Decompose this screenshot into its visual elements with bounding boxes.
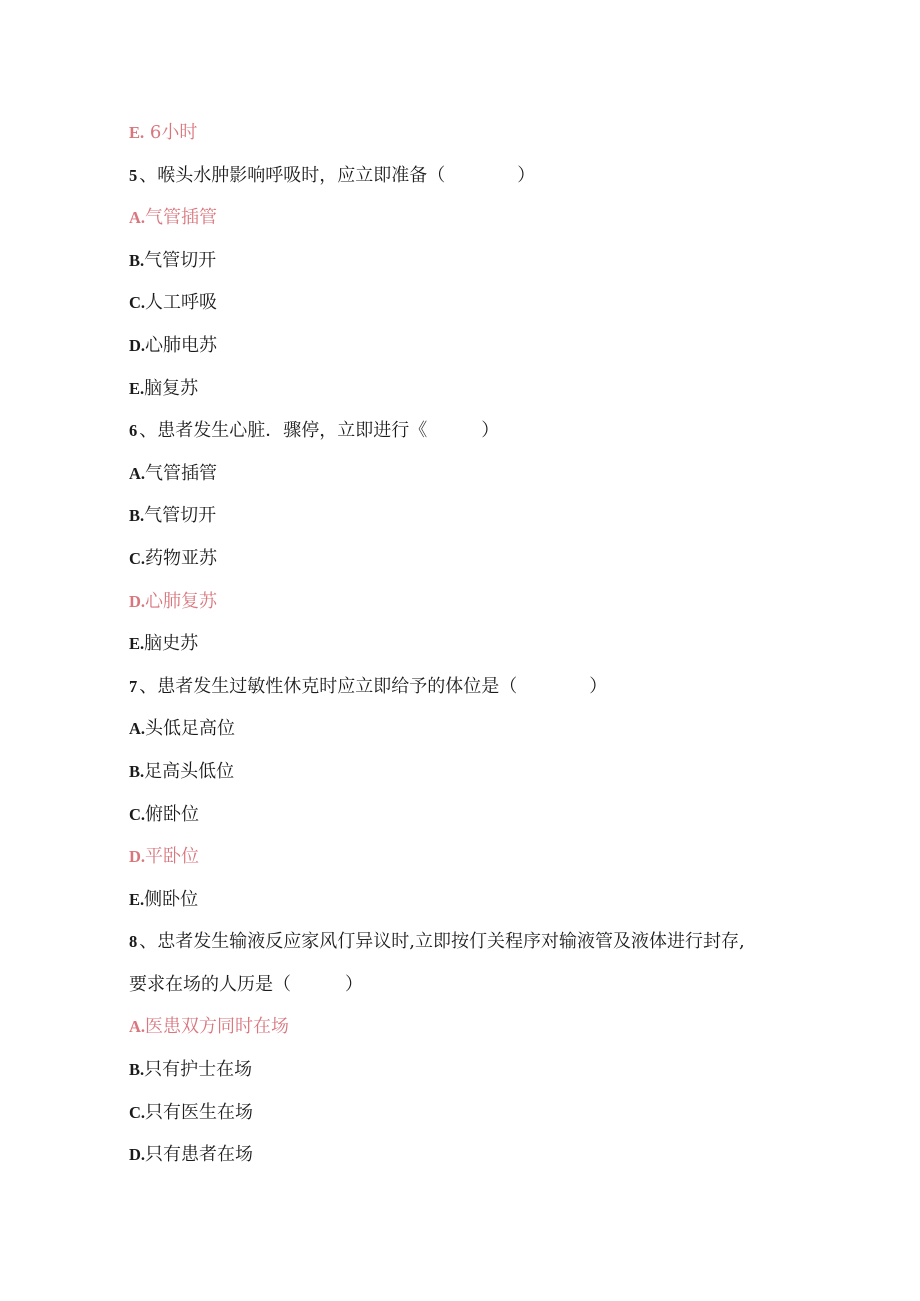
- option-letter: D.: [129, 591, 146, 611]
- question-text: 、喉头水肿影响呼吸时，应立即准备（ ）: [139, 164, 536, 186]
- question-stem: [129, 666, 920, 709]
- option-text: 气管插管: [145, 207, 218, 229]
- answer-option-correct: [129, 1006, 920, 1049]
- answer-option: [129, 1134, 920, 1177]
- option-text: 脑史苏: [144, 633, 199, 655]
- option-text: 6小时: [144, 122, 198, 143]
- option-letter: B.: [129, 761, 145, 781]
- answer-option-correct: [129, 836, 920, 879]
- option-text: 药物亚苏: [145, 547, 218, 569]
- option-text: 足高头低位: [144, 760, 235, 782]
- option-letter: A.: [129, 208, 146, 228]
- answer-option: [129, 794, 920, 837]
- answer-option: [129, 368, 920, 411]
- option-letter: E.: [129, 378, 145, 398]
- question-stem: [129, 921, 920, 964]
- option-text: 人工呼吸: [145, 292, 218, 314]
- question-text: 、忠者发生输液反应家风仃异议时,立即按仃关程序对输液管及液体进行封存,: [139, 931, 745, 953]
- question-stem-continuation: [129, 964, 920, 1007]
- answer-option-correct: [129, 581, 920, 624]
- document-page: [0, 112, 920, 1177]
- answer-option: [129, 879, 920, 922]
- option-letter: A.: [129, 719, 146, 739]
- option-letter: D.: [129, 335, 146, 355]
- question-number: 5: [129, 165, 138, 185]
- answer-option: [129, 708, 920, 751]
- option-letter: B.: [129, 1060, 145, 1080]
- option-letter: A.: [129, 463, 146, 483]
- option-text: 头低足高位: [145, 718, 236, 740]
- answer-option: [129, 495, 920, 538]
- answer-option-correct: [129, 112, 920, 155]
- option-text: 脑复苏: [144, 377, 199, 399]
- answer-option: [129, 751, 920, 794]
- answer-option: [129, 1049, 920, 1092]
- answer-option: [129, 282, 920, 325]
- option-letter: B.: [129, 250, 145, 270]
- answer-option: [129, 325, 920, 368]
- answer-option: [129, 623, 920, 666]
- option-text: 心肺电苏: [145, 334, 218, 356]
- option-text: 只有护士在场: [144, 1059, 253, 1081]
- question-stem: [129, 410, 920, 453]
- question-stem: [129, 155, 920, 198]
- option-letter: E.: [129, 634, 145, 654]
- question-text: 、患者发生心脏．骤停，立即进行《 ）: [139, 420, 500, 442]
- question-number: 7: [129, 676, 138, 696]
- option-text: 俯卧位: [145, 803, 200, 825]
- option-text: 只有患者在场: [145, 1144, 254, 1166]
- option-letter: C.: [129, 548, 146, 568]
- answer-option: [129, 240, 920, 283]
- option-letter: B.: [129, 506, 145, 526]
- answer-option: [129, 1092, 920, 1135]
- question-text: 、患者发生过敏性休克时应立即给予的体位是（ ）: [139, 675, 608, 697]
- option-text: 心肺复苏: [145, 590, 218, 612]
- option-text: 气管切开: [144, 249, 217, 271]
- option-text: 侧卧位: [144, 888, 199, 910]
- question-text: 要求在场的人历是（ ）: [129, 973, 363, 995]
- question-number: 8: [129, 932, 138, 952]
- option-letter: C.: [129, 804, 146, 824]
- option-letter: E.: [129, 889, 145, 909]
- option-letter: D.: [129, 1145, 146, 1165]
- option-text: 医患双方同时在场: [145, 1016, 290, 1038]
- option-text: 气管切开: [144, 505, 217, 527]
- option-letter: C.: [129, 1102, 146, 1122]
- option-letter: A.: [129, 1017, 146, 1037]
- option-text: 平卧位: [145, 846, 200, 868]
- answer-option: [129, 538, 920, 581]
- option-text: 气管插管: [145, 462, 218, 484]
- answer-option: [129, 453, 920, 496]
- option-text: 只有医生在场: [145, 1101, 254, 1123]
- option-letter: D.: [129, 847, 146, 867]
- answer-option-correct: [129, 197, 920, 240]
- option-letter: C.: [129, 293, 146, 313]
- question-number: 6: [129, 421, 138, 441]
- option-letter: E.: [129, 123, 145, 142]
